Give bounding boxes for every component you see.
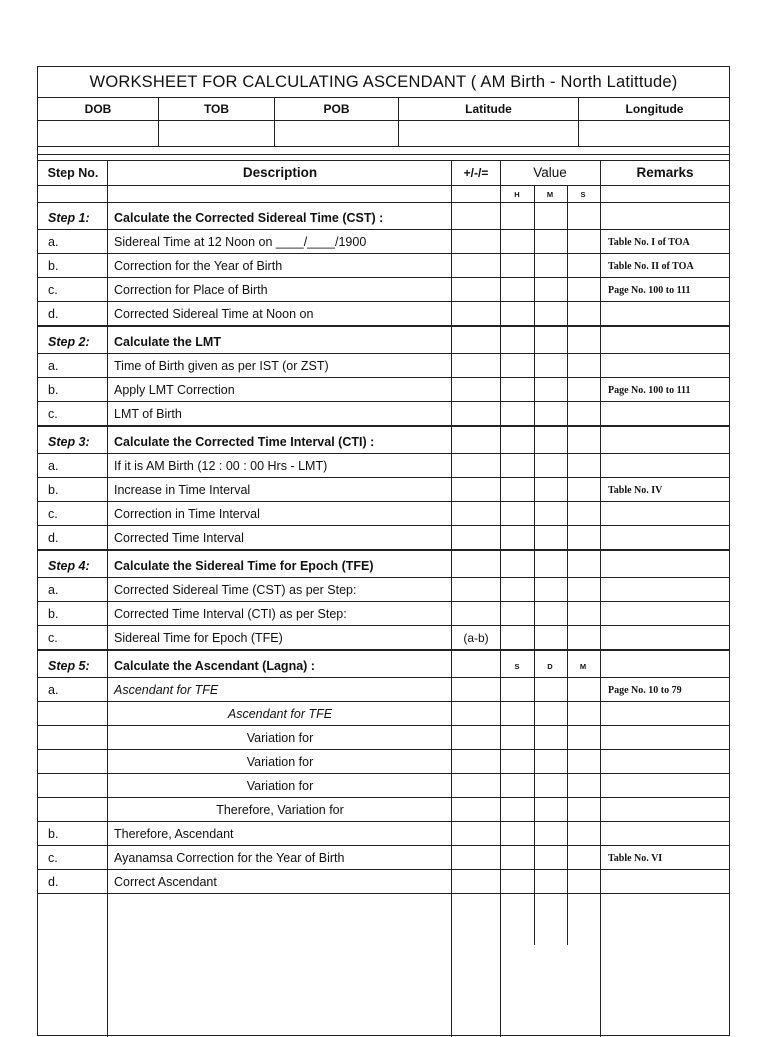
step-label: c. — [48, 631, 58, 645]
step-label: b. — [48, 483, 59, 497]
row-description: If it is AM Birth (12 : 00 : 00 Hrs - LMT) — [114, 459, 328, 473]
row-description: Corrected Time Interval — [114, 531, 244, 545]
row-operation: (a-b) — [463, 631, 489, 645]
value-subheader: D — [547, 662, 553, 671]
worksheet-title: WORKSHEET FOR CALCULATING ASCENDANT ( AM Birth - North Latittude) — [38, 67, 729, 98]
row-remark: Table No. VI — [608, 853, 663, 864]
worksheet — [37, 66, 730, 1036]
row-description: Corrected Time Interval (CTI) as per Step: — [114, 607, 347, 621]
step-label: Step 1: — [48, 211, 90, 225]
op-column-header: +/-/= — [463, 166, 489, 180]
row-remark: Page No. 100 to 111 — [608, 285, 691, 296]
column-line — [600, 160, 601, 1037]
row-description: Corrected Sidereal Time at Noon on — [114, 307, 314, 321]
row-description: Ascendant for TFE — [114, 683, 219, 697]
row-description: Variation for — [246, 779, 314, 793]
step-label: b. — [48, 607, 59, 621]
table-row — [38, 354, 729, 378]
row-description: LMT of Birth — [114, 407, 182, 421]
table-row — [38, 626, 729, 650]
step-label: Step 3: — [48, 435, 90, 449]
step-header-row — [38, 650, 729, 678]
step-label: a. — [48, 235, 59, 249]
table-row — [38, 278, 729, 302]
step-header-row — [38, 550, 729, 578]
row-description: Correct Ascendant — [114, 875, 217, 889]
table-row — [38, 602, 729, 626]
tob-field[interactable] — [159, 121, 275, 147]
row-description: Therefore, Variation for — [216, 803, 344, 817]
dob-label: DOB — [38, 97, 159, 121]
row-description: Calculate the Corrected Time Interval (CTI) : — [114, 435, 375, 449]
table-row — [38, 578, 729, 602]
table-row — [38, 454, 729, 478]
step-label: c. — [48, 851, 58, 865]
row-remark: Page No. 100 to 111 — [608, 385, 691, 396]
step-label: d. — [48, 531, 59, 545]
table-row — [38, 822, 729, 846]
table-row — [38, 402, 729, 426]
row-description: Time of Birth given as per IST (or ZST) — [114, 359, 329, 373]
step-header-row — [38, 326, 729, 354]
value-subheader: M — [579, 662, 587, 671]
hours-subheader: H — [514, 190, 520, 199]
minutes-subheader: M — [546, 190, 554, 199]
step-label: a. — [48, 583, 59, 597]
row-remark: Table No. II of TOA — [608, 261, 694, 272]
row-description: Correction for Place of Birth — [114, 283, 268, 297]
table-row — [38, 502, 729, 526]
dob-field[interactable] — [38, 121, 159, 147]
table-row — [38, 774, 729, 798]
remarks-column-header: Remarks — [636, 165, 694, 180]
row-description: Increase in Time Interval — [114, 483, 251, 497]
divider — [38, 185, 729, 186]
row-description: Calculate the Sidereal Time for Epoch (TFE) — [114, 559, 374, 573]
step-label: Step 4: — [48, 559, 90, 573]
latitude-field[interactable] — [399, 121, 579, 147]
column-line — [451, 160, 452, 1037]
table-row — [38, 726, 729, 750]
seconds-subheader: S — [580, 190, 586, 199]
table-row — [38, 702, 729, 726]
row-description: Apply LMT Correction — [114, 383, 235, 397]
step-label: d. — [48, 307, 59, 321]
row-description: Ascendant for TFE — [227, 707, 333, 721]
step-header-row — [38, 426, 729, 454]
column-line — [500, 160, 501, 1037]
step-label: c. — [48, 507, 58, 521]
latitude-label: Latitude — [399, 97, 579, 121]
row-description: Correction for the Year of Birth — [114, 259, 283, 273]
column-line — [534, 185, 535, 945]
step-label: c. — [48, 407, 58, 421]
row-description: Variation for — [246, 755, 314, 769]
table-row — [38, 798, 729, 822]
step-label: Step 5: — [48, 659, 90, 673]
step-label: Step 2: — [48, 335, 90, 349]
step-label: d. — [48, 875, 59, 889]
pob-label: POB — [275, 97, 399, 121]
row-description: Corrected Sidereal Time (CST) as per Step: — [114, 583, 357, 597]
pob-field[interactable] — [275, 121, 399, 147]
row-remark: Table No. I of TOA — [608, 237, 690, 248]
step-label: a. — [48, 459, 59, 473]
row-description: Ayanamsa Correction for the Year of Birth — [114, 851, 345, 865]
row-remark: Page No. 10 to 79 — [608, 685, 682, 696]
table-row — [38, 870, 729, 894]
step-label: b. — [48, 827, 59, 841]
divider — [38, 154, 729, 155]
value-subheader: S — [514, 662, 520, 671]
step-label: b. — [48, 259, 59, 273]
value-column-header: Value — [533, 165, 567, 180]
row-description: Calculate the LMT — [114, 335, 221, 349]
row-description: Calculate the Corrected Sidereal Time (CST) : — [114, 211, 384, 225]
table-row — [38, 254, 729, 278]
row-description: Therefore, Ascendant — [114, 827, 234, 841]
table-row — [38, 846, 729, 870]
description-column-header: Description — [242, 165, 318, 180]
step-label: a. — [48, 359, 59, 373]
table-row — [38, 750, 729, 774]
longitude-label: Longitude — [579, 97, 730, 121]
row-remark: Table No. IV — [608, 485, 663, 496]
column-line — [567, 185, 568, 945]
step-label: b. — [48, 383, 59, 397]
row-description: Correction in Time Interval — [114, 507, 260, 521]
step-header-row — [38, 202, 729, 230]
longitude-field[interactable] — [579, 121, 730, 147]
table-row — [38, 302, 729, 326]
column-line — [107, 160, 108, 1037]
table-row — [38, 678, 729, 702]
table-row — [38, 230, 729, 254]
table-row — [38, 478, 729, 502]
row-description: Sidereal Time at 12 Noon on ____/____/1900 — [114, 235, 367, 249]
row-description: Sidereal Time for Epoch (TFE) — [114, 631, 283, 645]
step-column-header: Step No. — [47, 166, 99, 180]
table-row — [38, 378, 729, 402]
row-description: Variation for — [246, 731, 314, 745]
step-label: c. — [48, 283, 58, 297]
step-label: a. — [48, 683, 59, 697]
tob-label: TOB — [159, 97, 275, 121]
row-description: Calculate the Ascendant (Lagna) : — [114, 659, 315, 673]
table-row — [38, 526, 729, 550]
